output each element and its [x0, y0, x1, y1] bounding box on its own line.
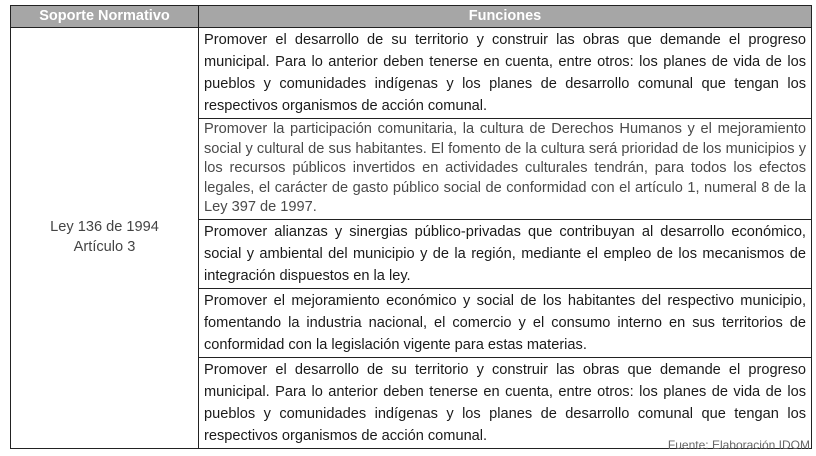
funcion-cell: Promover la participación comunitaria, la cultura de Derechos Humanos y el mejoramiento social y cultural de sus habitantes. El fomento de la cultura será prioridad de los municipios y los recursos públicos invertidos en actividades culturales tendrán, para todos los efectos legales, el carácter de gasto público social de conformidad con el artículo 1, numeral 8 de la Ley 397 de 1997. — [199, 119, 812, 220]
funcion-cell: Promover el desarrollo de su territorio y construir las obras que demande el progreso municipal. Para lo anterior deben tenerse en cuenta, entre otros: los planes de vida de los pueblos y comunidades indígenas y los planes de desarrollo comunal que tengan los respectivos organismos de acción comunal. — [199, 28, 812, 119]
funcion-cell: Promover el mejoramiento económico y social de los habitantes del respectivo municipio, fomentando la industria nacional, el comercio y el consumo interno en sus territorios de conformidad con la legislación vigente para estas materias. — [199, 288, 812, 357]
law-reference: Ley 136 de 1994 — [50, 219, 159, 236]
source-caption: Fuente: Elaboración IDOM — [667, 438, 810, 452]
soporte-normativo-cell — [11, 28, 199, 449]
header-soporte-normativo: Soporte Normativo — [11, 6, 199, 28]
article-reference: Artículo 3 — [73, 239, 136, 256]
funcion-cell: Promover el desarrollo de su territorio y construir las obras que demande el progreso municipal. Para lo anterior deben tenerse en cuenta, entre otros: los planes de vida de los pueblos y comunidades indígenas y los planes de desarrollo comunal que tengan los respectivos organismos de acción comunal. — [199, 357, 812, 448]
header-funciones: Funciones — [199, 6, 812, 28]
funcion-cell: Promover alianzas y sinergias público-privadas que contribuyan al desarrollo económico, social y ambiental del municipio y de la región, mediante el empleo de los mecanismos de integración dispuestos en la ley. — [199, 219, 812, 288]
table-header-row — [11, 6, 812, 28]
normative-functions-table — [10, 5, 812, 449]
table-row — [11, 28, 812, 119]
